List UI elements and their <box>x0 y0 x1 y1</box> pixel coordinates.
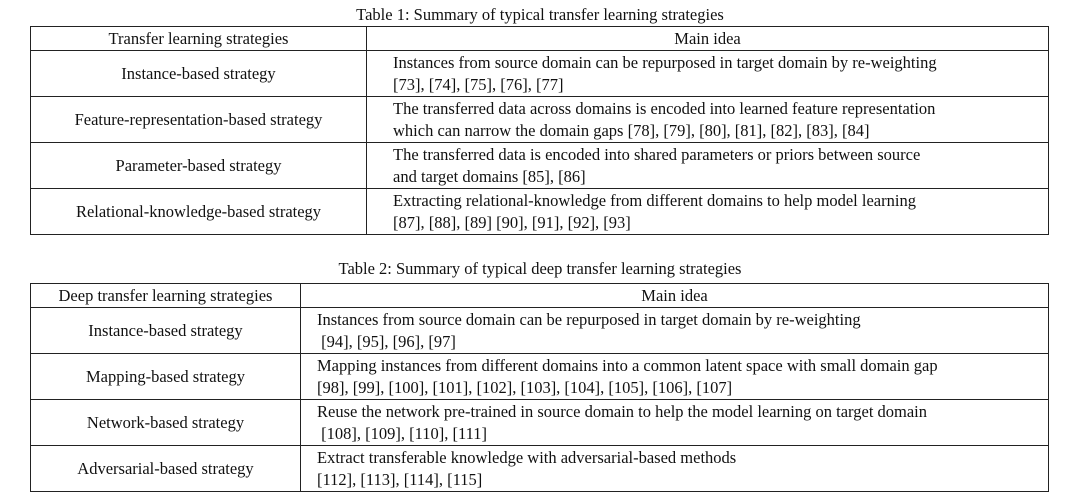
strategy-cell: Relational-knowledge-based strategy <box>31 189 367 235</box>
main-idea-line: [98], [99], [100], [101], [102], [103], [104], [105], [106], [107] <box>317 377 733 397</box>
strategy-cell: Instance-based strategy <box>31 308 301 354</box>
main-idea-line: Instances from source domain can be repurposed in target domain by re-weighting <box>393 52 937 72</box>
main-idea-line: The transferred data across domains is encoded into learned feature representation <box>393 98 936 118</box>
main-idea-line: Reuse the network pre-trained in source domain to help the model learning on target domain <box>317 401 928 421</box>
main-idea-line: Extracting relational-knowledge from different domains to help model learning <box>393 190 916 210</box>
main-idea-cell <box>301 446 1049 492</box>
table-row <box>31 189 1049 235</box>
main-idea-line: Mapping instances from different domains into a common latent space with small domain gap <box>317 355 938 375</box>
main-idea-line: Instances from source domain can be repurposed in target domain by re-weighting <box>317 309 861 329</box>
strategy-cell: Parameter-based strategy <box>31 143 367 189</box>
table-header-row <box>31 284 1049 308</box>
main-idea-cell <box>301 400 1049 446</box>
table-row <box>31 400 1049 446</box>
main-idea-line: [73], [74], [75], [76], [77] <box>393 74 564 94</box>
table2-caption: Table 2: Summary of typical deep transfer learning strategies <box>338 259 742 278</box>
table-row <box>31 97 1049 143</box>
table-row <box>31 51 1049 97</box>
column-header-main-idea: Main idea <box>301 284 1049 308</box>
transfer-learning-table <box>30 26 1049 235</box>
main-idea-cell <box>301 308 1049 354</box>
main-idea-cell <box>301 354 1049 400</box>
table-row <box>31 308 1049 354</box>
main-idea-line: Extract transferable knowledge with adversarial-based methods <box>317 447 737 467</box>
main-idea-line: [108], [109], [110], [111] <box>317 423 487 443</box>
table-row <box>31 143 1049 189</box>
main-idea-line: which can narrow the domain gaps [78], [79], [80], [81], [82], [83], [84] <box>393 120 870 140</box>
strategy-cell: Feature-representation-based strategy <box>31 97 367 143</box>
table-row <box>31 446 1049 492</box>
main-idea-cell <box>367 189 1049 235</box>
main-idea-cell <box>367 51 1049 97</box>
column-header-strategy: Deep transfer learning strategies <box>31 284 301 308</box>
column-header-main-idea: Main idea <box>367 27 1049 51</box>
strategy-cell: Adversarial-based strategy <box>31 446 301 492</box>
table1-caption: Table 1: Summary of typical transfer learning strategies <box>356 5 724 24</box>
column-header-strategy: Transfer learning strategies <box>31 27 367 51</box>
main-idea-line: [94], [95], [96], [97] <box>317 331 456 351</box>
main-idea-cell <box>367 143 1049 189</box>
strategy-cell: Network-based strategy <box>31 400 301 446</box>
main-idea-cell <box>367 97 1049 143</box>
deep-transfer-learning-table <box>30 283 1049 492</box>
strategy-cell: Mapping-based strategy <box>31 354 301 400</box>
strategy-cell: Instance-based strategy <box>31 51 367 97</box>
table-header-row <box>31 27 1049 51</box>
main-idea-line: and target domains [85], [86] <box>393 166 586 186</box>
table-row <box>31 354 1049 400</box>
main-idea-line: The transferred data is encoded into shared parameters or priors between source <box>393 144 921 164</box>
main-idea-line: [112], [113], [114], [115] <box>317 469 483 489</box>
main-idea-line: [87], [88], [89] [90], [91], [92], [93] <box>393 212 631 232</box>
